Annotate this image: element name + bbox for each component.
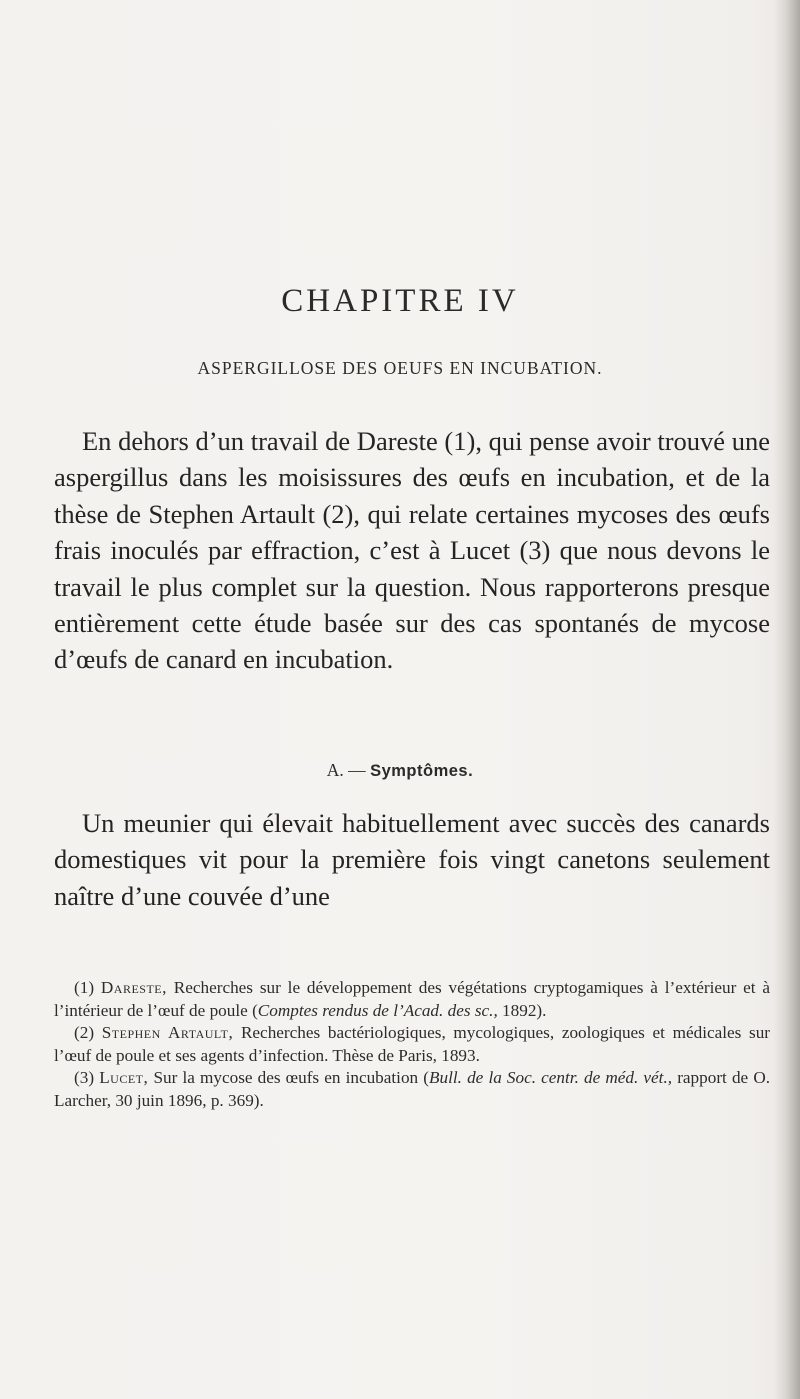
footnote-number: (2) — [74, 1023, 95, 1043]
footnote-text: Recherches sur le développement des végétations cryptogamiques à l’extérieur et à l’intérieur de l’œuf de poule — [54, 978, 771, 1020]
chapter-title: CHAPITRE IV — [281, 283, 519, 319]
footnote-paren-open: ( — [423, 1068, 430, 1088]
footnote-author: Lucet, — [99, 1068, 149, 1088]
footnote-paren-open: ( — [252, 1000, 258, 1020]
symptoms-paragraph: Un meunier qui élevait habituellement avec succès des canards domestiques vit pour la première fois vingt canetons seulement naître d’une couvée d’une — [54, 808, 770, 911]
footnote-author: Stephen Artault, — [101, 1023, 234, 1043]
footnote-3 — [54, 1067, 770, 1112]
intro-paragraph: En dehors d’un travail de Dareste (1), qui pense avoir trouvé une aspergillus dans les moisissures des œufs en incubation, et de la thèse de Stephen Artault (2), qui relate certaines mycoses des œufs frais inoculés par effraction, c’est à Lucet (3) que nous devons le travail le plus complet sur la question. Nous rapporterons presque entièrement cette étude basée sur des cas spontanés de mycose d’œufs de canard en incubation. — [54, 426, 770, 675]
footnote-number: (1) — [74, 978, 95, 997]
page-edge-shadow — [774, 0, 800, 1399]
footnote-source: Comptes rendus de l’Acad. des sc., — [257, 1000, 498, 1020]
footnote-tail: 1892). — [502, 1000, 547, 1020]
chapter-subtitle: ASPERGILLOSE DES OEUFS EN INCUBATION. — [197, 358, 603, 378]
footnote-2 — [54, 1022, 770, 1067]
footnote-number: (3) — [74, 1068, 95, 1088]
footnote-source: Bull. de la Soc. centr. de méd. vét., — [429, 1068, 673, 1088]
footnotes — [54, 977, 770, 1113]
footnote-1 — [54, 977, 770, 1022]
section-prefix: A. — — [326, 760, 366, 780]
section-heading — [0, 760, 800, 781]
footnote-text: Sur la mycose des œufs en incubation — [153, 1068, 419, 1088]
footnote-text: Recherches bactériologiques, mycologiques, zoologiques et médicales sur l’œuf de poule et ses agents d’infection. Thèse de Paris, 1893. — [54, 1023, 771, 1065]
footnote-author: Dareste, — [100, 978, 167, 997]
footnote-tail: rapport de O. Larcher, 30 juin 1896, p. 369). — [54, 1068, 771, 1110]
section-title: Symptômes. — [370, 762, 474, 780]
